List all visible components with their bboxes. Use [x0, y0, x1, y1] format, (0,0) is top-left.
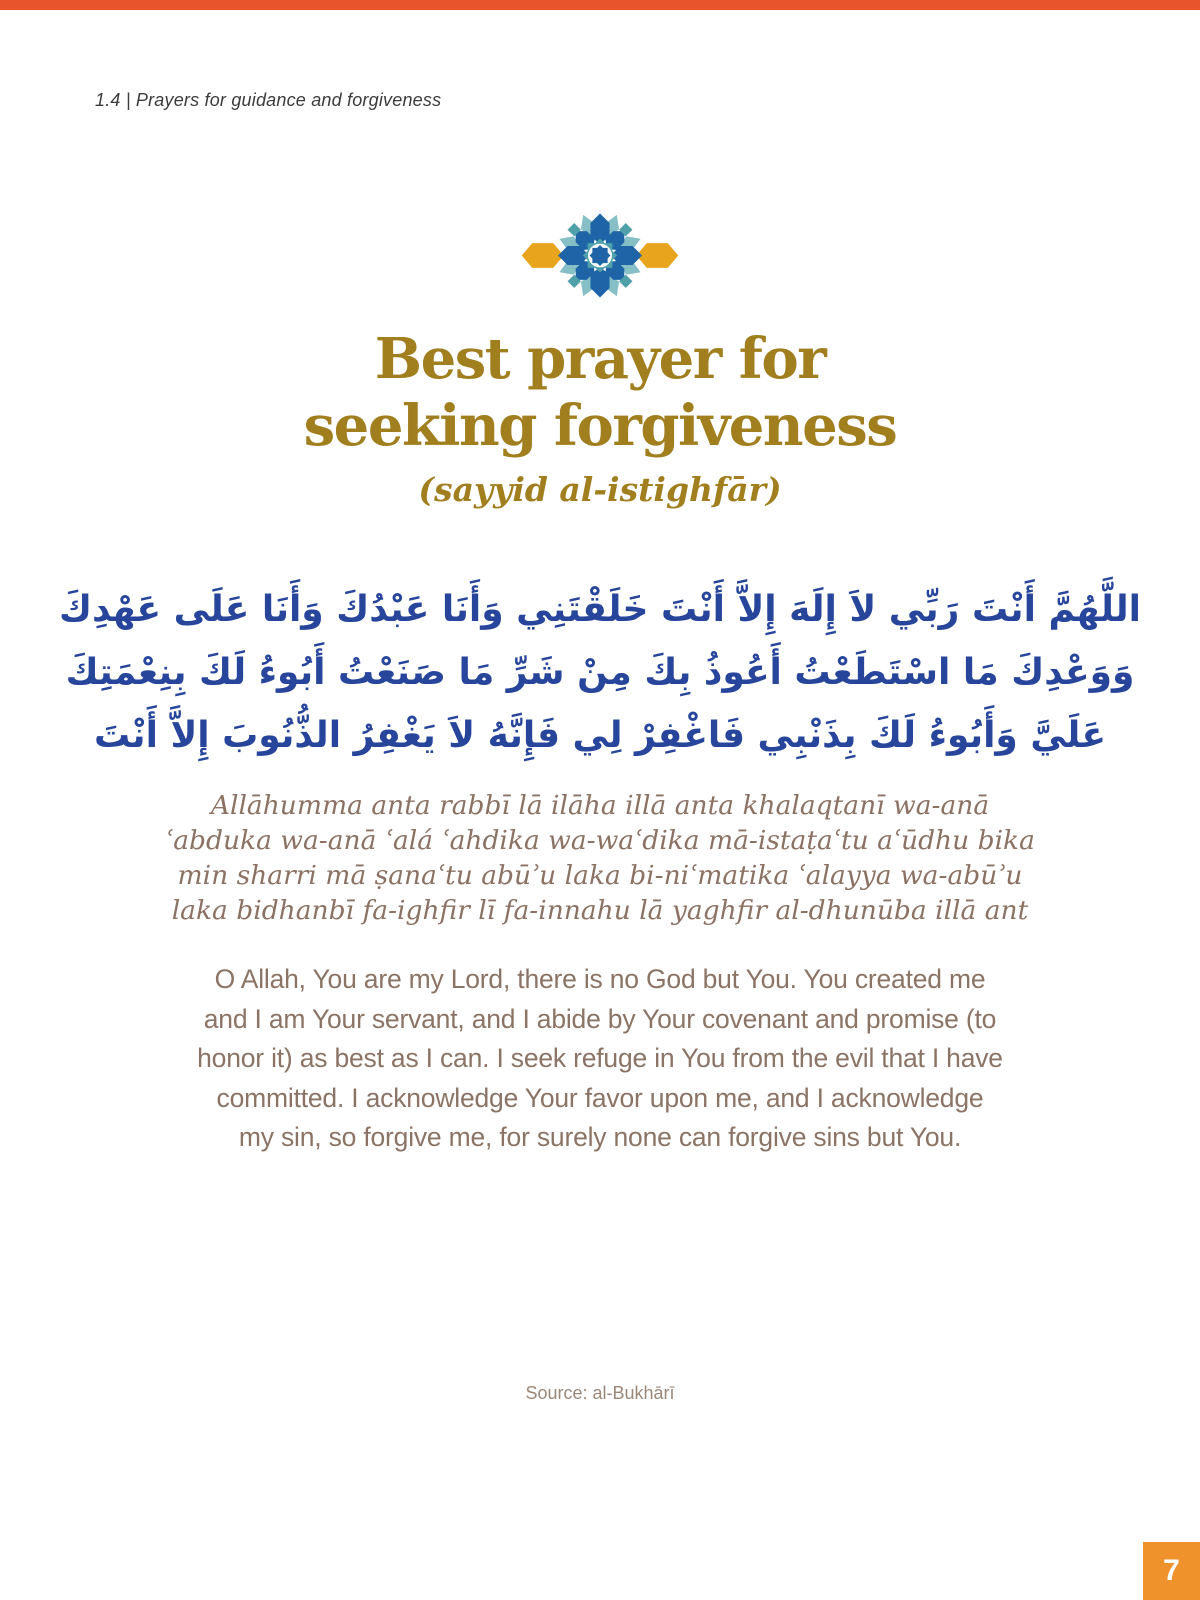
ornament-container [0, 203, 1200, 313]
top-accent-bar [0, 0, 1200, 10]
page-number-box [1143, 1542, 1200, 1600]
arabic-line-2: وَوَعْدِكَ مَا اسْتَطَعْتُ أَعُوذُ بِكَ مِنْ شَرِّ مَا صَنَعْتُ أَبُوءُ لَكَ بِنِعْمَتِكَ [65, 652, 1135, 693]
translation-line-2: and I am Your servant, and I abide by Your covenant and promise (to [203, 1003, 997, 1034]
translation-line-3: honor it) as best as I can. I seek refuge in You from the evil that I have [197, 1043, 1003, 1073]
running-header: 1.4 | Prayers for guidance and forgiveness [95, 90, 442, 110]
islamic-star-rosette-icon [514, 203, 686, 308]
transliteration-line-2: ʿabduka wa-anā ʿalá ʿahdika wa-waʿdika mā-istaṭaʿtu aʿūdhu bika [165, 825, 1035, 856]
english-translation-text [0, 960, 1200, 1158]
page-title [0, 326, 1200, 460]
transliteration-text [0, 788, 1200, 928]
transliteration-line-4: laka bidhanbī fa-ighfir lī fa-innahu lā yaghfir al-dhunūba illā ant [171, 895, 1029, 926]
arabic-prayer-text [0, 578, 1200, 767]
translation-line-4: committed. I acknowledge Your favor upon me, and I acknowledge [216, 1082, 984, 1113]
arabic-line-3: عَلَيَّ وَأَبُوءُ لَكَ بِذَنْبِي فَاغْفِرْ لِي فَإِنَّهُ لاَ يَغْفِرُ الذُّنُوبَ إِلاَّ أَنْتَ [93, 715, 1107, 756]
title-line-2: seeking forgiveness [303, 393, 897, 459]
arabic-line-1: اللَّهُمَّ أَنْتَ رَبِّي لاَ إِلَهَ إِلاَّ أَنْتَ خَلَقْتَنِي وَأَنَا عَبْدُكَ وَأَنَا عَلَى عَهْدِكَ [59, 589, 1141, 630]
title-subtitle: (sayyid al-istighfār) [418, 470, 782, 509]
page-number: 7 [1163, 1554, 1180, 1587]
source-citation: Source: al-Bukhārī [525, 1383, 675, 1403]
transliteration-line-1: Allāhumma anta rabbī lā ilāha illā anta khalaqtanī wa-anā [210, 790, 990, 821]
translation-line-5: my sin, so forgive me, for surely none can forgive sins but You. [238, 1122, 962, 1152]
transliteration-line-3: min sharri mā ṣanaʿtu abūʾu laka bi-niʿmatika ʿalayya wa-abūʾu [177, 860, 1023, 891]
translation-line-1: O Allah, You are my Lord, there is no God but You. You created me [214, 964, 986, 994]
title-line-1: Best prayer for [374, 326, 826, 392]
